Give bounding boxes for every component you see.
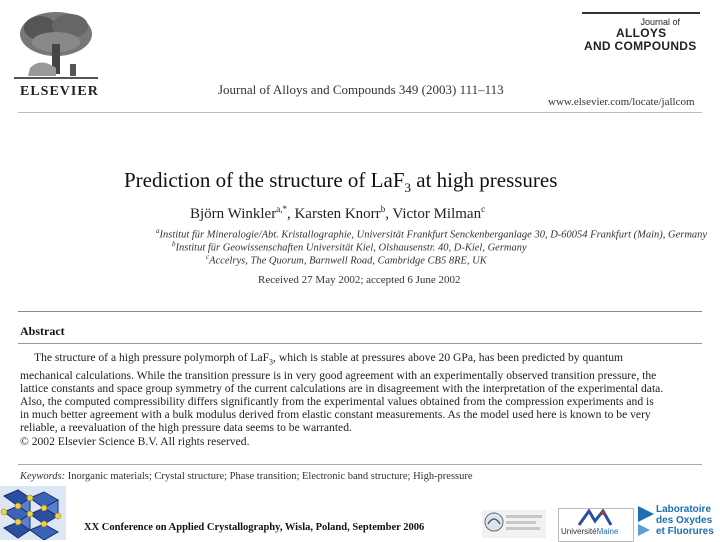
header-divider — [18, 112, 702, 113]
elsevier-tree-logo — [10, 8, 102, 84]
maine-emblem-icon — [559, 509, 633, 527]
affiliation-mark: a — [156, 227, 160, 235]
journal-url: www.elsevier.com/locate/jallcom — [548, 96, 695, 108]
lab-name-line: et Fluorures — [656, 526, 714, 537]
paper-title — [124, 168, 557, 196]
journal-brand-logo — [582, 12, 700, 53]
author-name: Karsten Knorr — [294, 206, 381, 222]
abstract-line: in much better agreement with a bulk modulus derived from elastic constant measurements. As the model used here is known to be very — [20, 408, 651, 422]
copyright-line: © 2002 Elsevier Science B.V. All rights reserved. — [20, 434, 250, 448]
author-name: Björn Winkler — [190, 206, 277, 222]
author-list: Björn Winkler$^{a,*}$, Karsten Knorr$^b$, Victor Milman$^c$ — [190, 204, 486, 222]
abstract-line — [20, 351, 705, 369]
abstract-subscript: 3 — [269, 357, 274, 367]
maine-label: Maine — [596, 527, 619, 536]
journal-brand-line1: ALLOYS — [616, 26, 667, 40]
affiliation — [156, 227, 707, 241]
lab-name-line: Laboratoire — [656, 504, 712, 515]
affiliation-mark: b — [172, 240, 176, 248]
lab-triangle-icon — [636, 504, 656, 540]
affiliation — [172, 240, 527, 254]
keywords-text: Inorganic materials; Crystal structure; Phase transition; Electronic band structure; High-pressure — [67, 471, 473, 482]
journal-reference: Journal of Alloys and Compounds 349 (2003) 111–113 — [218, 82, 504, 97]
author-mark: a,* — [276, 204, 287, 214]
abstract-heading: Abstract — [20, 324, 65, 338]
laboratoire-logo — [636, 504, 718, 540]
title-divider — [18, 311, 702, 312]
keywords-line — [20, 471, 473, 482]
conference-footer: XX Conference on Applied Crystallography, Wisla, Poland, September 2006 — [84, 522, 425, 533]
affiliation-text: Institut für Mineralogie/Abt. Kristallographie, Universität Frankfurt Senckenberganlage 30, D-60054 Frankfurt (Main), Germany — [159, 229, 708, 241]
title-subscript: 3 — [404, 180, 412, 196]
university-logo — [482, 510, 546, 538]
keywords-divider — [18, 464, 702, 465]
university-label: Université — [561, 527, 597, 536]
crystal-structure-icon — [0, 486, 66, 540]
received-date: Received 27 May 2002; accepted 6 June 2002 — [258, 274, 461, 286]
abstract-line: Also, the computed compressibility differs significantly from the experimental values obtained from the compression experiments and is — [20, 394, 654, 408]
keywords-label: Keywords: — [20, 471, 66, 482]
lab-name — [656, 504, 714, 537]
author-mark: b — [380, 204, 386, 214]
abstract-body — [20, 351, 705, 448]
lab-name-line: des Oxydes — [656, 515, 713, 526]
journal-of-label: Journal of — [640, 17, 680, 27]
affiliation-text: Accelrys, The Quorum, Barnwell Road, Cambridge CB5 8RE, UK — [209, 255, 487, 267]
title-main: Prediction of the structure of LaF — [124, 168, 405, 192]
abstract-line: lattice constants and space group symmetry of the current calculations are in disagreement with the interpretation of the experimental data. — [20, 381, 664, 395]
universite-du-maine-logo — [558, 508, 634, 542]
publisher-name: ELSEVIER — [20, 84, 99, 99]
abstract-divider — [18, 343, 702, 344]
abstract-line: mechanical calculations. While the transition pressure is in very good agreement with an experimentally observed transition pressure, the — [20, 368, 657, 382]
affiliation — [206, 253, 487, 267]
title-tail: at high pressures — [411, 168, 558, 192]
brand-rule — [582, 12, 700, 14]
abstract-line: reliable, a reevaluation of the high pressure data seems to be warranted. — [20, 421, 352, 435]
abstract-line-text: The structure of a high pressure polymorph of LaF — [34, 351, 270, 364]
affiliation-text: Institut für Geowissenschaften Universität Kiel, Olshausenstr. 40, D-Kiel, Germany — [175, 242, 527, 254]
maine-logo-text — [559, 527, 633, 537]
journal-brand-line2: AND COMPOUNDS — [584, 39, 697, 53]
author-mark: c — [481, 204, 486, 214]
abstract-line-text: , which is stable at pressures above 20 GPa, has been predicted by quantum — [273, 351, 624, 364]
affiliation-mark: c — [206, 253, 210, 261]
author-name: Victor Milman — [392, 206, 482, 222]
